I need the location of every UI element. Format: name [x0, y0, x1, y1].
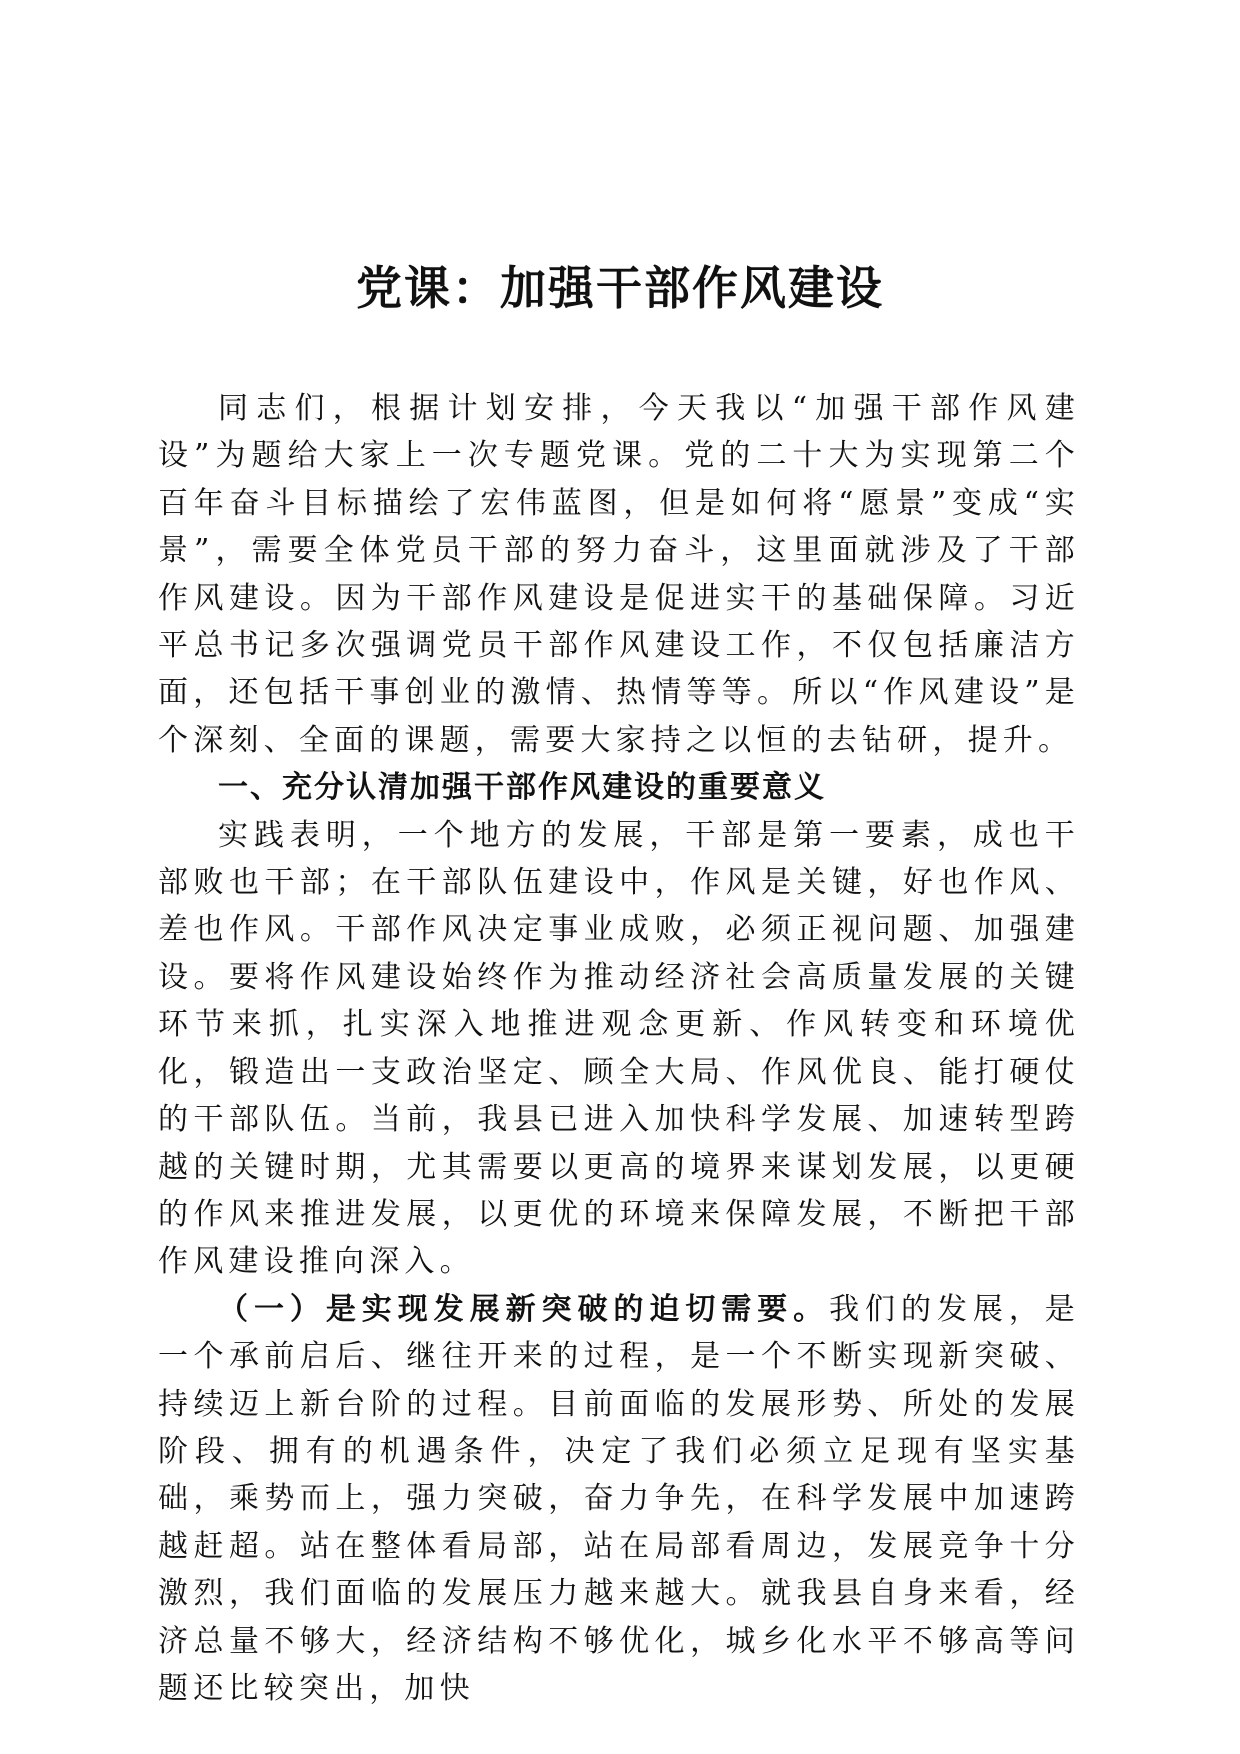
- section-paragraph: 实践表明，一个地方的发展，干部是第一要素，成也干部败也干部；在干部队伍建设中，作风是关键，好也作风、差也作风。干部作风决定事业成败，必须正视问题、加强建设。要将作风建设始终作为推动经济社会高质量发展的关键环节来抓，扎实深入地推进观念更新、作风转变和环境优化，锻造出一支政治坚定、顾全大局、作风优良、能打硬仗的干部队伍。当前，我县已进入加快科学发展、加速转型跨越的关键时期，尤其需要以更高的境界来谋划发展，以更硬的作风来推进发展，以更优的环境来保障发展，不断把干部作风建设推向深入。: [158, 817, 1080, 1280]
- subsection-text: 我们的发展，是一个承前启后、继往开来的过程，是一个不断实现新突破、持续迈上新台阶的过程。目前面临的发展形势、所处的发展阶段、拥有的机遇条件，决定了我们必须立足现有坚实基础，乘势而上，强力突破，奋力争先，在科学发展中加速跨越赶超。站在整体看局部，站在局部看周边，发展竞争十分激烈，我们面临的发展压力越来越大。就我县自身来看，经济总量不够大，经济结构不够优化，城乡化水平不够高等问题还比较突出，加快: [158, 1291, 1080, 1706]
- document-title: 党课：加强干部作风建设: [356, 261, 884, 315]
- intro-paragraph: 同志们，根据计划安排，今天我以“加强干部作风建设”为题给大家上一次专题党课。党的二十大为实现第二个百年奋斗目标描绘了宏伟蓝图，但是如何将“愿景”变成“实景”，需要全体党员干部的努力奋斗，这里面就涉及了干部作风建设。因为干部作风建设是促进实干的基础保障。习近平总书记多次强调党员干部作风建设工作，不仅包括廉洁方面，还包括干事创业的激情、热情等等。所以“作风建设”是个深刻、全面的课题，需要大家持之以恒的去钻研，提升。: [158, 391, 1080, 758]
- document-body: [158, 385, 1080, 1712]
- subsection-paragraph: [158, 1286, 1080, 1713]
- section-heading: 一、充分认清加强干部作风建设的重要意义: [218, 770, 826, 806]
- subsection-lead: （一）是实现发展新突破的迫切需要。: [218, 1291, 830, 1327]
